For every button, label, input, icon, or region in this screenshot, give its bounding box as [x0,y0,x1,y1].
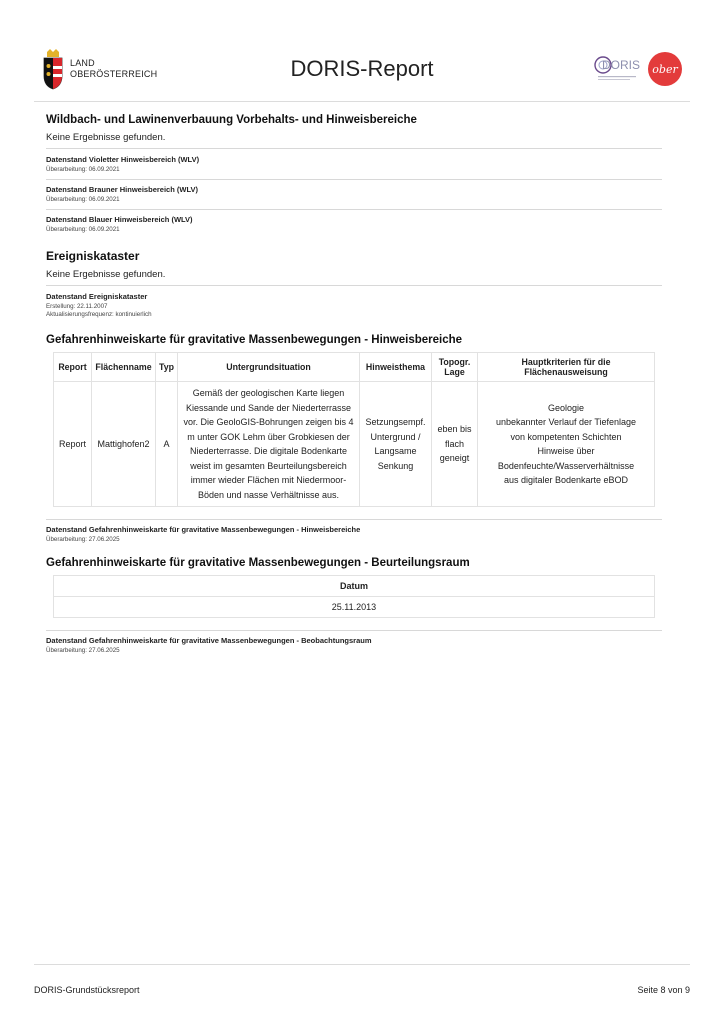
kriterien-line: Geologie [547,402,585,413]
dataset-info [46,185,662,210]
col-typ: Typ [156,353,178,382]
cell-typ: A [156,382,178,507]
dataset-revision: Überarbeitung: 27.06.2025 [46,647,120,654]
dataset-revision: Überarbeitung: 06.09.2021 [46,166,120,173]
table-header-row [54,576,655,597]
org-line-1: LAND [70,58,95,68]
datum-table [53,575,655,618]
no-result-ereignis: Keine Ergebnisse gefunden. [46,269,662,286]
section-title-beurteilung: Gefahrenhinweiskarte für gravitative Massenbewegungen - Beurteilungsraum [46,557,470,569]
dataset-info [46,630,662,660]
cell-flaechenname: Mattighofen2 [92,382,156,507]
page-title: DORIS-Report [290,56,434,81]
ober-logo-icon: ober [648,52,682,86]
col-hinweisthema: Hinweisthema [360,353,432,382]
cell-topogr: eben bis flach geneigt [432,382,478,507]
col-datum: Datum [54,576,655,597]
col-flaechenname: Flächenname [92,353,156,382]
dataset-title: Datenstand Blauer Hinweisbereich (WLV) [46,215,193,224]
dataset-info [46,292,662,324]
table-row [54,597,655,618]
report-link[interactable]: Report [54,382,92,507]
dataset-info [46,215,662,239]
col-report: Report [54,353,92,382]
doris-logo-text: DORIS [602,58,640,72]
kriterien-line: Hinweise über [537,446,595,456]
dataset-title: Datenstand Gefahrenhinweiskarte für gravitative Massenbewegungen - Beobachtungsraum [46,636,372,645]
cell-hinweisthema: Setzungsempf. Untergrund / Langsame Senkung [360,382,432,507]
dataset-revision: Überarbeitung: 06.09.2021 [46,196,120,203]
dataset-info [46,155,662,180]
section-title-ereignis: Ereigniskataster [46,249,140,263]
dataset-created: Erstellung: 22.11.2007 [46,303,108,310]
page-header [34,44,690,102]
section-title-hinweis: Gefahrenhinweiskarte für gravitative Massenbewegungen - Hinweisbereiche [46,334,463,346]
kriterien-line: unbekannter Verlauf der Tiefenlage [495,417,637,427]
no-result-wlv: Keine Ergebnisse gefunden. [46,132,662,149]
cell-untergrund: Gemäß der geologischen Karte liegen Kiessande und Sande der Niederterrasse vor. Die GeoloGIS-Bohrungen zeigen bis 4 m unter GOK Lehm über Grobkiesen der Niederterrasse. Die digitale Bodenkarte weist im gesamten Beurteilungsbereich immer wieder Flächen mit Niedermoor-Böden und nasse Verhältnisse aus. [178,382,360,507]
table-header-row [54,353,655,382]
cell-kriterien [478,382,655,507]
col-topogr: Topogr. Lage [432,353,478,382]
footer-report-name: DORIS-Grundstücksreport [34,985,140,995]
org-line-2: OBERÖSTERREICH [70,69,158,79]
dataset-info [46,519,662,549]
dataset-title: Datenstand Ereigniskataster [46,292,148,301]
col-kriterien: Hauptkriterien für die Flächenausweisung [478,353,655,382]
doris-logo-icon [594,54,640,84]
dataset-revision: Überarbeitung: 06.09.2021 [46,226,120,233]
kriterien-line: von kompetenten Schichten [510,431,622,442]
kriterien-line: Bodenfeuchte/Wasserverhältnisse [497,460,635,471]
cell-datum: 25.11.2013 [54,597,655,618]
dataset-title: Datenstand Gefahrenhinweiskarte für gravitative Massenbewegungen - Hinweisbereiche [46,525,361,534]
page-number: Seite 8 von 9 [637,985,690,995]
dataset-revision: Überarbeitung: 27.06.2025 [46,536,120,543]
hinweis-table [53,352,655,507]
dataset-title: Datenstand Violetter Hinweisbereich (WLV) [46,155,200,164]
partner-logos [594,52,682,86]
dataset-title: Datenstand Brauner Hinweisbereich (WLV) [46,185,198,194]
report-content [46,108,662,665]
section-title-wlv: Wildbach- und Lawinenverbauung Vorbehalts- und Hinweisbereiche [46,114,417,126]
page-footer [34,964,690,995]
table-row [54,382,655,507]
kriterien-line: aus digitaler Bodenkarte eBOD [503,475,629,485]
col-untergrund: Untergrundsituation [178,353,360,382]
dataset-frequency: Aktualisierungsfrequenz: kontinuierlich [46,311,152,318]
